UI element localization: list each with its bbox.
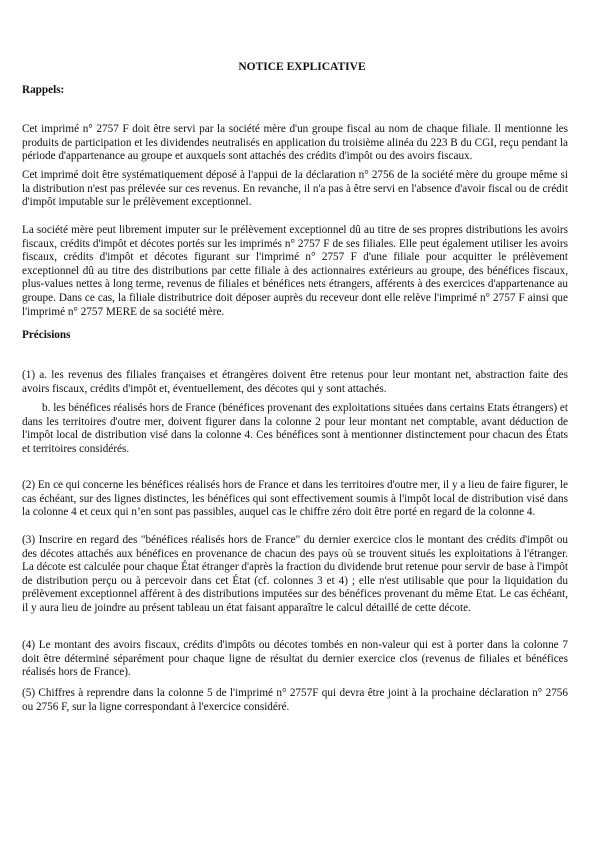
precision-item-1a: (1) a. les revenus des filiales françaises et étrangères doivent être retenus pour leur montant net, abstraction faite des avoirs fiscaux, crédits d'impôt et, éventuellement, des décotes qui y sont attachés.	[22, 369, 568, 395]
precision-item-1b: b. les bénéfices réalisés hors de France (bénéfices provenant des exploitations situées dans certains Etats étrangers) et dans les territoires d'outre mer, doivent figurer dans la colonne 2 pour leur montant net comptable, avant déduction de l'impôt local de distribution visé dans la colonne 4. Ces bénéfices sont à mentionner distinctement pour chacun des États et territoires considérés.	[22, 402, 568, 455]
precision-item-2: (2) En ce qui concerne les bénéfices réalisés hors de France et dans les territoires d'outre mer, il y a lieu de faire figurer, le cas échéant, sur des lignes distinctes, les bénéfices qui sont effectivement soumis à l'impôt local de distribution visé dans la colonne 4 et ceux qui n’en sont pas passibles, auquel cas le chiffre zéro doit être porté en regard de la colonne 4.	[22, 479, 568, 519]
section-heading-rappels: Rappels:	[22, 84, 65, 96]
precision-item-4: (4) Le montant des avoirs fiscaux, crédits d'impôts ou décotes tombés en non-valeur qui est à porter dans la colonne 7 doit être déterminé séparément pour chaque ligne de résultat du dernier exercice clos (revenus de filiales et bénéfices réalisés hors de France).	[22, 639, 568, 679]
document-title: NOTICE EXPLICATIVE	[238, 61, 366, 73]
rappels-paragraph-3: La société mère peut librement imputer sur le prélèvement exceptionnel dû au titre de ses propres distributions les avoirs fiscaux, crédits d'impôt et décotes portés sur les imprimés n° 2757 F de ses filiales. Elle peut également utiliser les avoirs fiscaux, crédits d'impôt et décotes figurant sur l'imprimé n° 2757 F d'une filiale pour acquitter le prélèvement exceptionnel dû au titre des distributions par cette filiale à des actionnaires extérieurs au groupe, des bénéfices fiscaux, plus-values nettes à long terme, revenus de filiales et bénéfices nets étrangers, afférents à des exercices d'appartenance au groupe. Dans ce cas, la filiale distributrice doit déposer auprès du receveur dont elle relève l'imprimé n° 2757 F ainsi que l'imprimé n° 2757 MERE de sa société mère.	[22, 224, 568, 318]
precision-item-5: (5) Chiffres à reprendre dans la colonne 5 de l'imprimé n° 2757F qui devra être joint à la prochaine déclaration n° 2756 ou 2756 F, sur la ligne correspondant à l'exercice considéré.	[22, 687, 568, 713]
precision-item-3: (3) Inscrire en regard des "bénéfices réalisés hors de France" du dernier exercice clos le montant des crédits d'impôt ou des décotes attachés aux bénéfices en provenance de chacun des pays où se trouvent situés les exploitations à l'étranger. La décote est calculée pour chaque État étranger d'après la fraction du dividende brut retenue pour servir de base à l'impôt de distribution perçu ou à percevoir dans cet État (cf. colonnes 3 et 4) ; elle n'est utilisable que pour la liquidation du prélèvement exceptionnel afférent à des distributions imputées sur des bénéfices provenant du même Etat. Le cas échéant, il y aura lieu de joindre au présent tableau un état faisant apparaître le calcul détaillé de cette décote.	[22, 534, 568, 614]
rappels-paragraph-1: Cet imprimé n° 2757 F doit être servi par la société mère d'un groupe fiscal au nom de chaque filiale. Il mentionne les produits de participation et les dividendes neutralisés en application du troisième alinéa du 223 B du CGI, reçu pendant la période d'appartenance au groupe et auxquels sont attachés des crédits d'impôt ou des avoirs fiscaux.	[22, 123, 568, 163]
section-heading-precisions: Précisions	[22, 329, 71, 341]
rappels-paragraph-2: Cet imprimé doit être systématiquement déposé à l'appui de la déclaration n° 2756 de la société mère du groupe même si la distribution n'est pas prélevée sur ces revenus. En revanche, il n'a pas à être servi en l'absence d'avoir fiscal ou de crédit d'impôt imputable sur le prélèvement exceptionnel.	[22, 169, 568, 209]
